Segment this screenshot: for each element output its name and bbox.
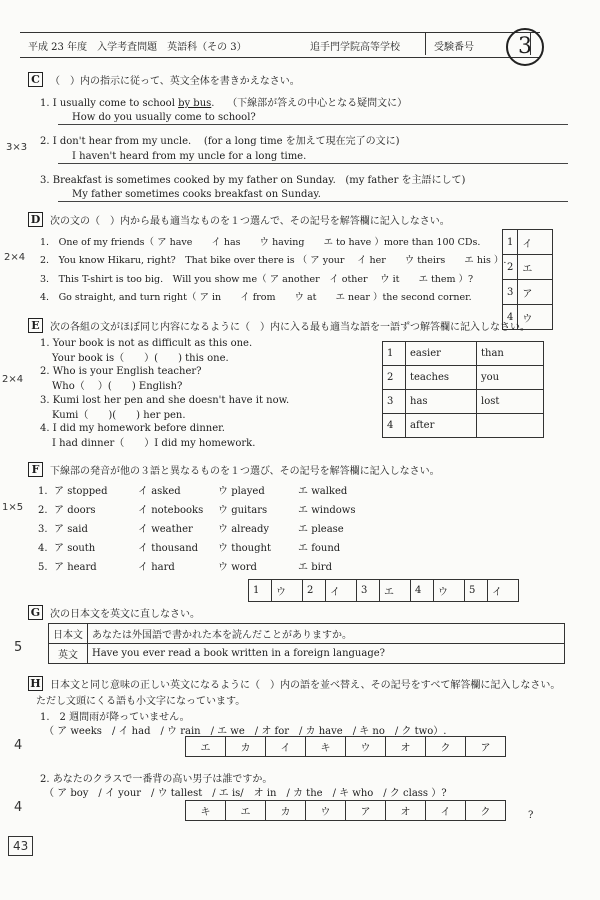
- h-q1-answer-table: エ カ イ キ ウ オ ク ア: [185, 736, 506, 757]
- h-q1-japanese: 1. 2 週間雨が降っていません。: [40, 712, 190, 723]
- c-item-1: 1. I usually come to school by bus. （下線部が答えの中心となる疑問文に）: [40, 98, 408, 109]
- d-item-1: 1. One of my friends（ ア have イ has ウ having エ to have ）more than 100 CDs.: [40, 237, 481, 248]
- section-f-marker: F: [28, 462, 43, 477]
- e-answer-table: 1 easier than 2 teaches you 3 has lost 4 after: [382, 341, 544, 438]
- page-number-badge: 3: [506, 28, 544, 66]
- section-g-instruction: 次の日本文を英文に直しなさい。: [50, 609, 200, 620]
- g-margin-score: 5: [14, 640, 23, 655]
- c-item-2: 2. I don't hear from my uncle. (for a long time を加えて現在完了の文に): [40, 136, 400, 147]
- h-q2-japanese: 2. あなたのクラスで一番背の高い男子は誰ですか。: [40, 774, 273, 785]
- f-row: 1. ア stopped イ asked ウ played エ walked: [38, 486, 348, 497]
- g-answer-table: 日本文 あなたは外国語で書かれた本を読んだことがありますか。 英文 Have you ever read a book written in a foreign language?: [48, 623, 565, 664]
- d-item-2: 2. You know Hikaru, right? That bike over there is （ ア your イ her ウ theirs エ his ）.: [40, 255, 507, 266]
- e-item-4: 4. I did my homework before dinner. I had dinner（ ）I did my homework.: [40, 423, 256, 449]
- section-h-instruction: 日本文と同じ意味の正しい英文になるように（ ）内の語を並べ替え、その記号をすべて解答欄に記入しなさい。: [50, 680, 561, 691]
- exam-title: 平成 23 年度 入学考査問題 英語科（その 3）: [28, 42, 247, 53]
- section-h-instruction-2: ただし文頭にくる語も小文字になっています。: [36, 696, 246, 707]
- c-margin-score: 3×3: [6, 142, 28, 153]
- section-f-instruction: 下線部の発音が他の３語と異なるものを１つ選び、その記号を解答欄に記入しなさい。: [50, 466, 440, 477]
- c-answer-line-1: [58, 124, 568, 125]
- e-item-3: 3. Kumi lost her pen and she doesn't have it now. Kumi（ )( ) her pen.: [40, 395, 290, 421]
- f-row: 4. ア south イ thousand ウ thought エ found: [38, 543, 341, 554]
- h-q2-words: （ ア boy / イ your / ウ tallest / エ is/ オ in / カ the / キ who / ク class ）?: [44, 788, 447, 799]
- section-c-instruction: （ ）内の指示に従って、英文全体を書きかえなさい。: [50, 76, 300, 87]
- d-answer-table: 1 イ 2 エ 3 ア 4 ウ: [502, 229, 553, 330]
- c-item-3: 3. Breakfast is sometimes cooked by my father on Sunday. (my father を主語にして): [40, 175, 466, 186]
- h-q1-margin-score: 4: [14, 738, 23, 753]
- f-row: 5. ア heard イ hard ウ word エ bird: [38, 562, 332, 573]
- school-name: 追手門学院高等学校: [310, 42, 400, 53]
- h-q2-end-mark: ?: [528, 810, 534, 821]
- exam-header: [20, 32, 540, 58]
- f-pronunciation-grid: [38, 482, 356, 577]
- section-g-marker: G: [28, 605, 43, 620]
- h-q2-margin-score: 4: [14, 800, 23, 815]
- c-answer-line-2: [58, 163, 568, 164]
- h-q1-words: （ ア weeks / イ had / ウ rain / エ we / オ for / カ have / キ no / ク two）.: [44, 726, 447, 737]
- exam-number-label: 受験番号: [434, 42, 474, 53]
- f-row: 3. ア said イ weather ウ already エ please: [38, 524, 344, 535]
- d-item-3: 3. This T-shirt is too big. Will you show me（ ア another イ other ウ it エ them ）?: [40, 274, 474, 285]
- c-answer-3: My father sometimes cooks breakfast on Sunday.: [72, 189, 321, 200]
- f-answer-table: 1 ウ 2 イ 3 エ 4 ウ 5 イ: [248, 579, 519, 602]
- c-answer-2: I haven't heard from my uncle for a long time.: [72, 151, 307, 162]
- section-h-marker: H: [28, 676, 43, 691]
- section-e-marker: E: [28, 318, 43, 333]
- e-item-1: 1. Your book is not as difficult as this one. Your book is（ ）( ) this one.: [40, 338, 253, 364]
- e-margin-score: 2×4: [2, 374, 24, 385]
- h-q2-answer-table: キ エ カ ウ ア オ イ ク: [185, 800, 506, 821]
- e-item-2: 2. Who is your English teacher? Who（ ）( ) English?: [40, 366, 202, 392]
- section-d-marker: D: [28, 212, 43, 227]
- f-margin-score: 1×5: [2, 502, 24, 513]
- c-answer-line-3: [58, 201, 568, 202]
- section-c-marker: C: [28, 72, 43, 87]
- section-d-instruction: 次の文の（ ）内から最も適当なものを１つ選んで、その記号を解答欄に記入しなさい。: [50, 216, 450, 227]
- total-score-box: 43: [8, 836, 33, 856]
- d-margin-score: 2×4: [4, 252, 26, 263]
- section-e-instruction: 次の各組の文がほぼ同じ内容になるように（ ）内に入る最も適当な語を一語ずつ解答欄に記入しなさい。: [50, 322, 530, 333]
- d-item-4: 4. Go straight, and turn right（ ア in イ from ウ at エ near ）the second corner.: [40, 292, 472, 303]
- c-answer-1: How do you usually come to school?: [72, 112, 256, 123]
- f-row: 2. ア doors イ notebooks ウ guitars エ windows: [38, 505, 356, 516]
